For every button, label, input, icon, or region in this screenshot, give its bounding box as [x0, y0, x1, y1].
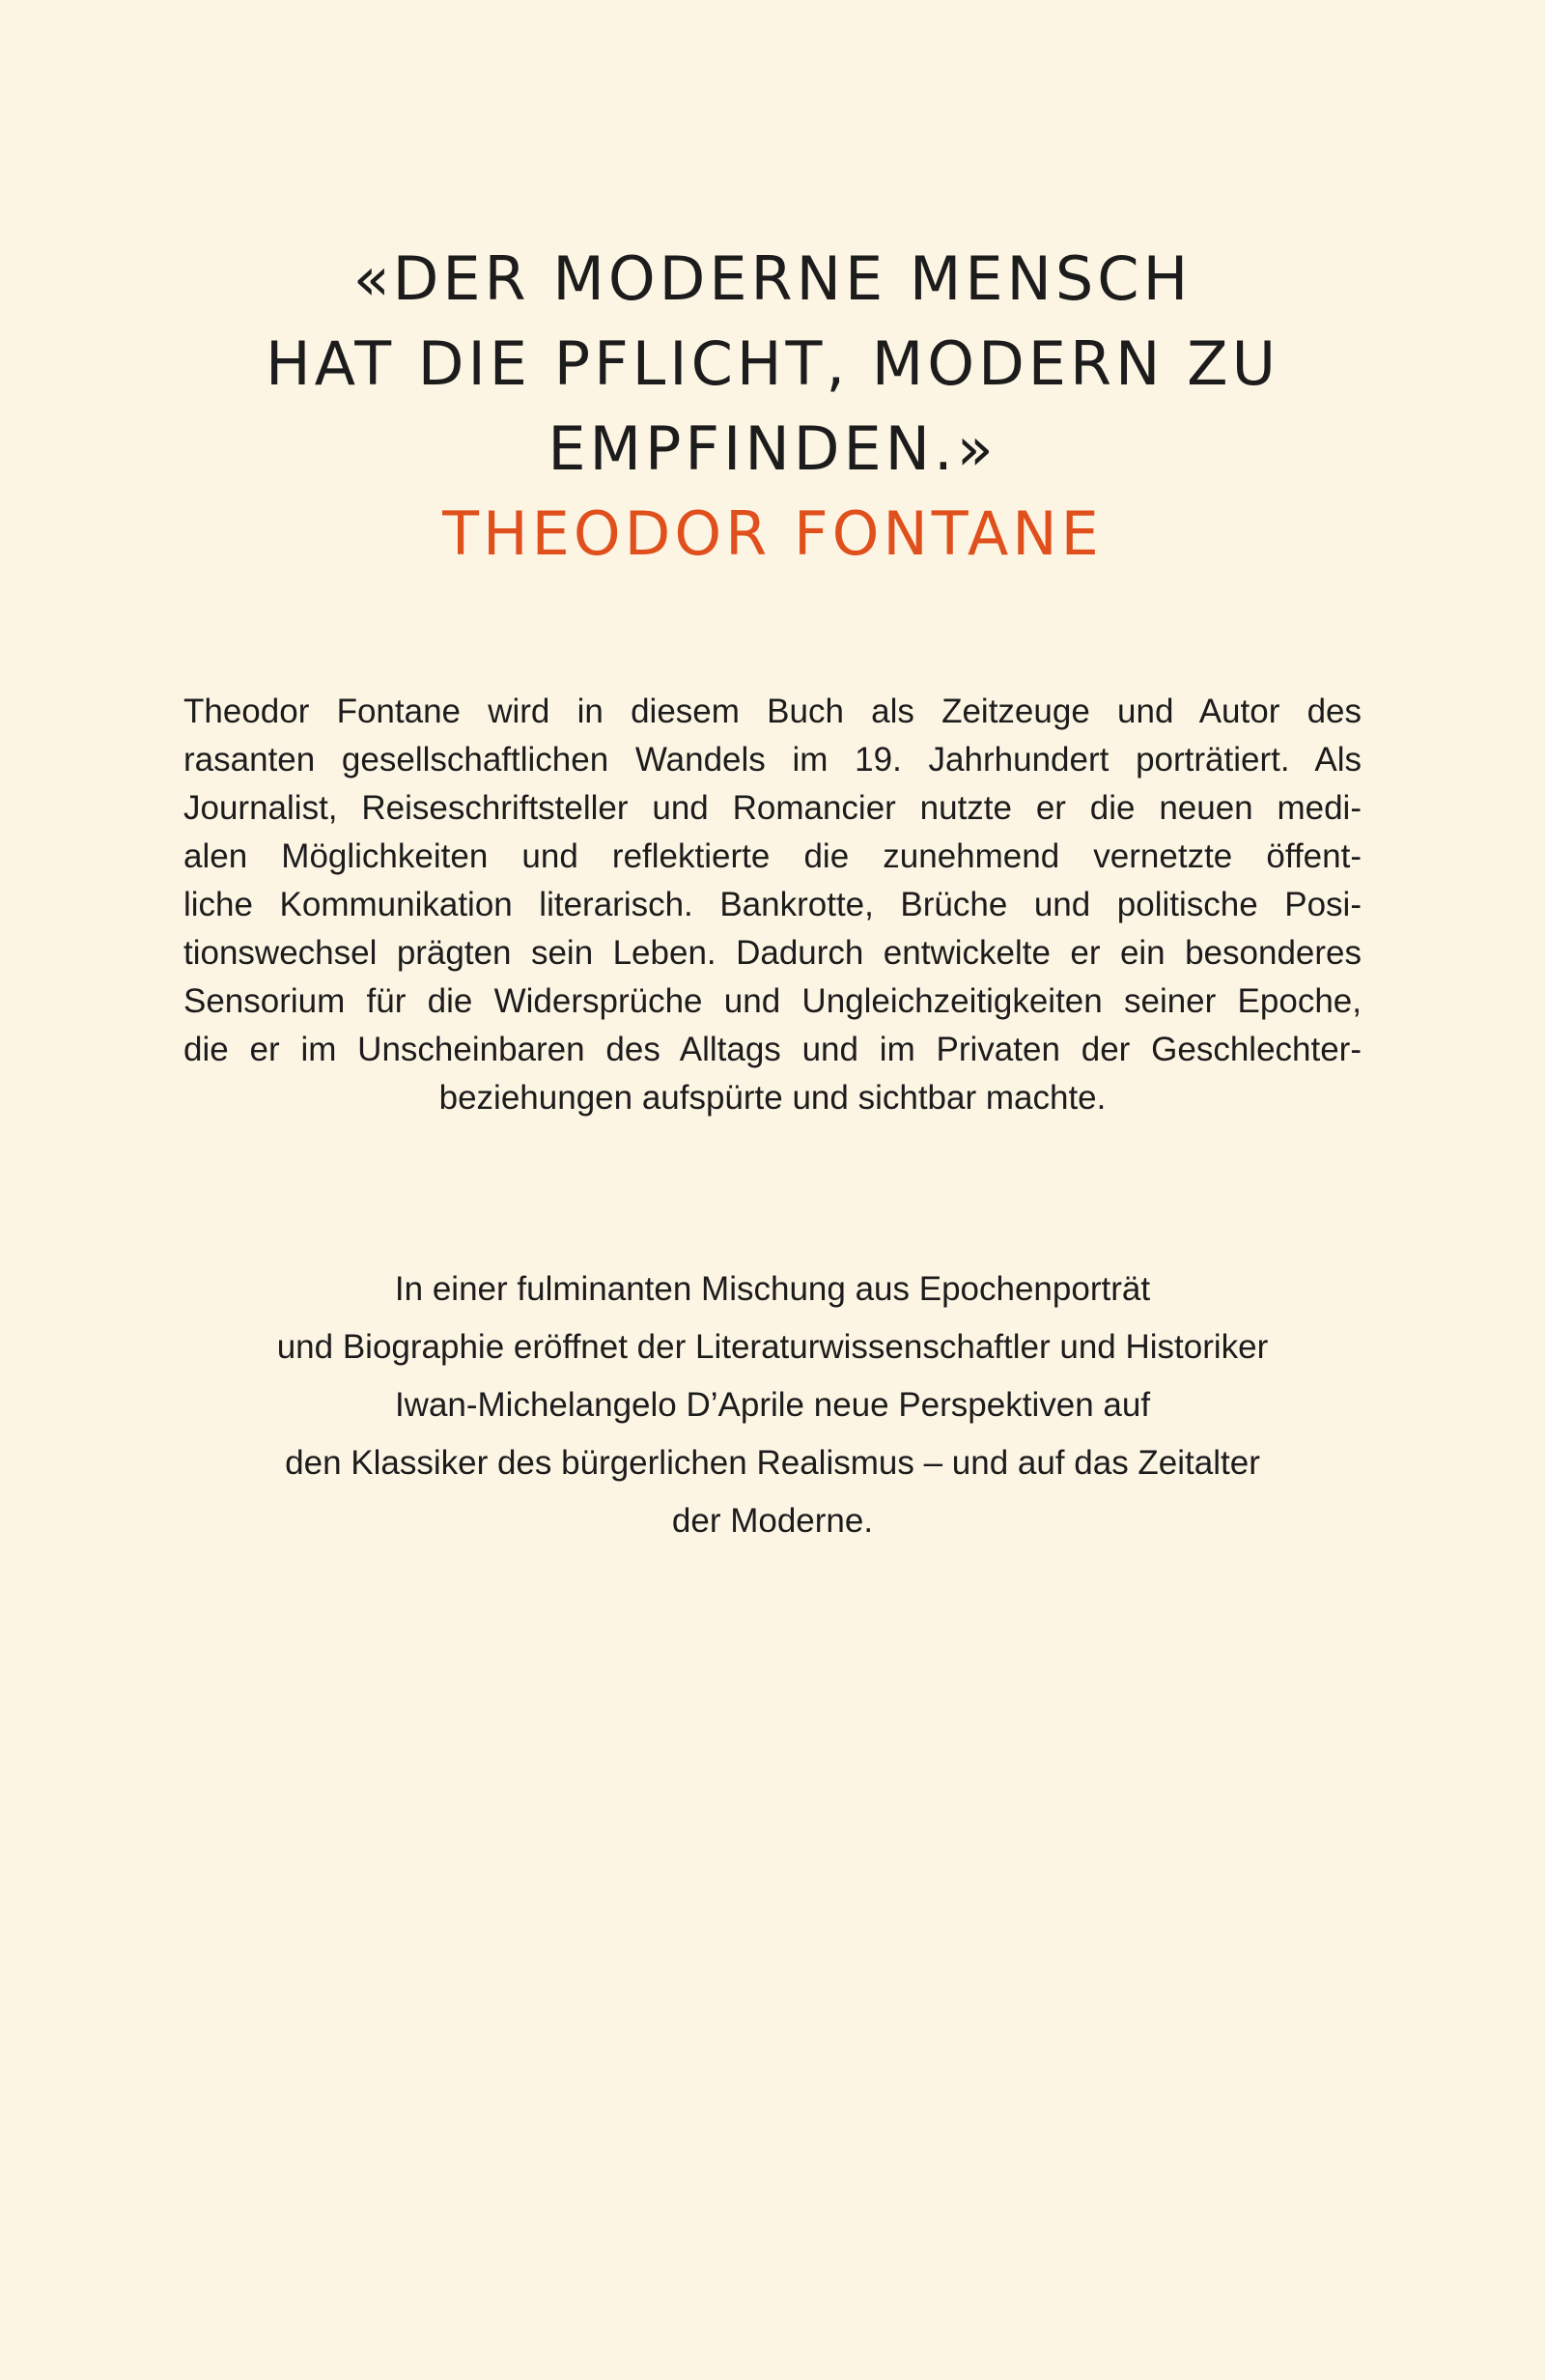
paragraph-line: den Klassiker des bürgerlichen Realismus – und auf das Zeitalter	[285, 1444, 1260, 1482]
paragraph-line: der Moderne.	[671, 1502, 874, 1540]
paragraph-line: Theodor Fontane wird in diesem Buch als Zeitzeuge und Autor des	[183, 693, 1362, 730]
paragraph-line: In einer fulminanten Mischung aus Epochenporträt	[394, 1270, 1151, 1308]
paragraph-line: rasanten gesellschaftlichen Wandels im 19. Jahrhundert porträtiert. Als	[183, 741, 1362, 779]
description-paragraph-2	[0, 1261, 1545, 1550]
paragraph-line: tionswechsel prägten sein Leben. Dadurch entwickelte er ein besonderes	[183, 934, 1362, 972]
paragraph-line: Sensorium für die Widersprüche und Ungleichzeitigkeiten seiner Epoche,	[183, 982, 1362, 1020]
quote-author: THEODOR FONTANE	[442, 498, 1103, 569]
description-paragraph-1	[183, 688, 1362, 1122]
quote-line: HAT DIE PFLICHT, MODERN ZU	[265, 328, 1279, 399]
paragraph-line: und Biographie eröffnet der Literaturwissenschaftler und Historiker	[276, 1328, 1269, 1366]
paragraph-line: alen Möglichkeiten und reflektierte die zunehmend vernetzte öffent-	[183, 837, 1362, 875]
paragraph-line: Iwan-Michelangelo D’Aprile neue Perspektiven auf	[394, 1386, 1151, 1424]
quote-line: EMPFINDEN.»	[548, 413, 997, 484]
paragraph-line: liche Kommunikation literarisch. Bankrotte, Brüche und politische Posi-	[183, 886, 1362, 923]
quote-line: «DER MODERNE MENSCH	[352, 243, 1193, 314]
paragraph-line: Journalist, Reiseschriftsteller und Romancier nutzte er die neuen medi-	[183, 789, 1362, 827]
paragraph-line: die er im Unscheinbaren des Alltags und im Privaten der Geschlechter-	[183, 1031, 1362, 1068]
quote-block	[0, 237, 1545, 577]
paragraph-last-line: beziehungen aufspürte und sichtbar machte.	[438, 1079, 1107, 1117]
